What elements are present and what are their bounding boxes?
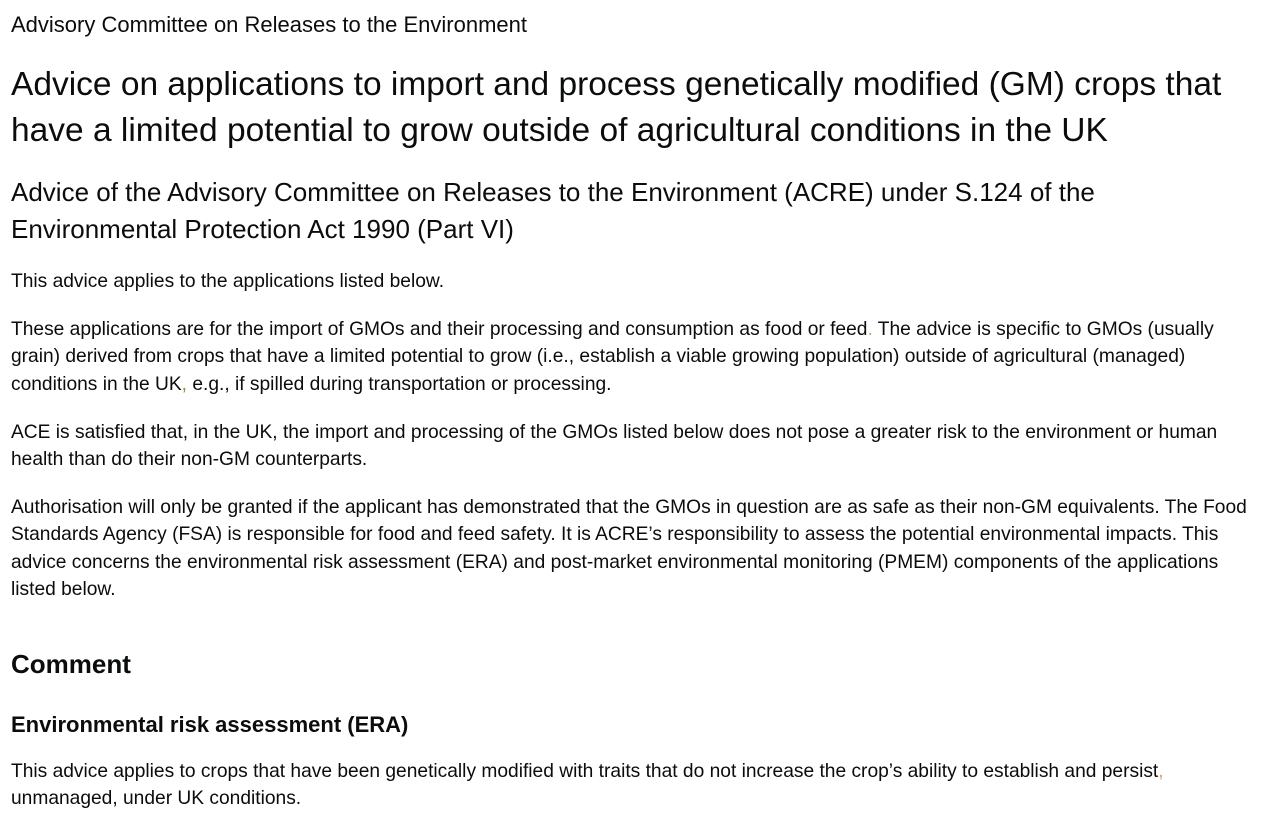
page-title: Advice on applications to import and process genetically modified (GM) crops that have a limited potential to grow outside of agricultural conditions in the UK: [11, 66, 1222, 149]
scope-period-mark: .: [867, 319, 873, 340]
era-comma-mark: ,: [1158, 761, 1164, 782]
scope-comma-mark: ,: [181, 373, 187, 395]
era-heading: Environmental risk assessment (ERA): [11, 712, 409, 737]
era-text-part-1: This advice applies to crops that have been genetically modified with traits that do not increase the crop’s ability to establish and persist: [11, 761, 1159, 782]
page-subtitle: Advice of the Advisory Committee on Releases to the Environment (ACRE) under S.124 of the Environmental Protection Act 1990 (Part VI): [11, 177, 1095, 244]
era-text-part-2: unmanaged, under UK conditions.: [11, 788, 302, 810]
comment-heading: Comment: [11, 649, 131, 679]
intro-paragraph: This advice applies to the applications listed below.: [11, 271, 445, 292]
era-paragraph: [11, 758, 1263, 813]
scope-text-part-3: e.g., if spilled during transportation or processing.: [187, 373, 612, 395]
authorisation-paragraph: Authorisation will only be granted if the applicant has demonstrated that the GMOs in question are as safe as their non-GM equivalents. The Food Standards Agency (FSA) is responsible for food and feed safety. It is ACRE’s responsibility to assess the potential environmental impacts. This advice concerns the environmental risk assessment (ERA) and post-market environmental monitoring (PMEM) components of the applications listed below.: [11, 497, 1247, 601]
risk-statement-paragraph: ACE is satisfied that, in the UK, the import and processing of the GMOs listed below does not pose a greater risk to the environment or human health than do their non-GM counterparts.: [11, 422, 1218, 471]
scope-paragraph: [11, 316, 1263, 398]
organisation-name: Advisory Committee on Releases to the Environment: [11, 12, 528, 37]
scope-text-part-2: The advice is specific to GMOs (usually grain) derived from crops that have a limited potential to grow (i.e., establish a viable growing population) outside of agricultural (managed) conditions in the UK: [11, 319, 1214, 395]
scope-text-part-1: These applications are for the import of GMOs and their processing and consumption as food or feed: [11, 319, 868, 340]
